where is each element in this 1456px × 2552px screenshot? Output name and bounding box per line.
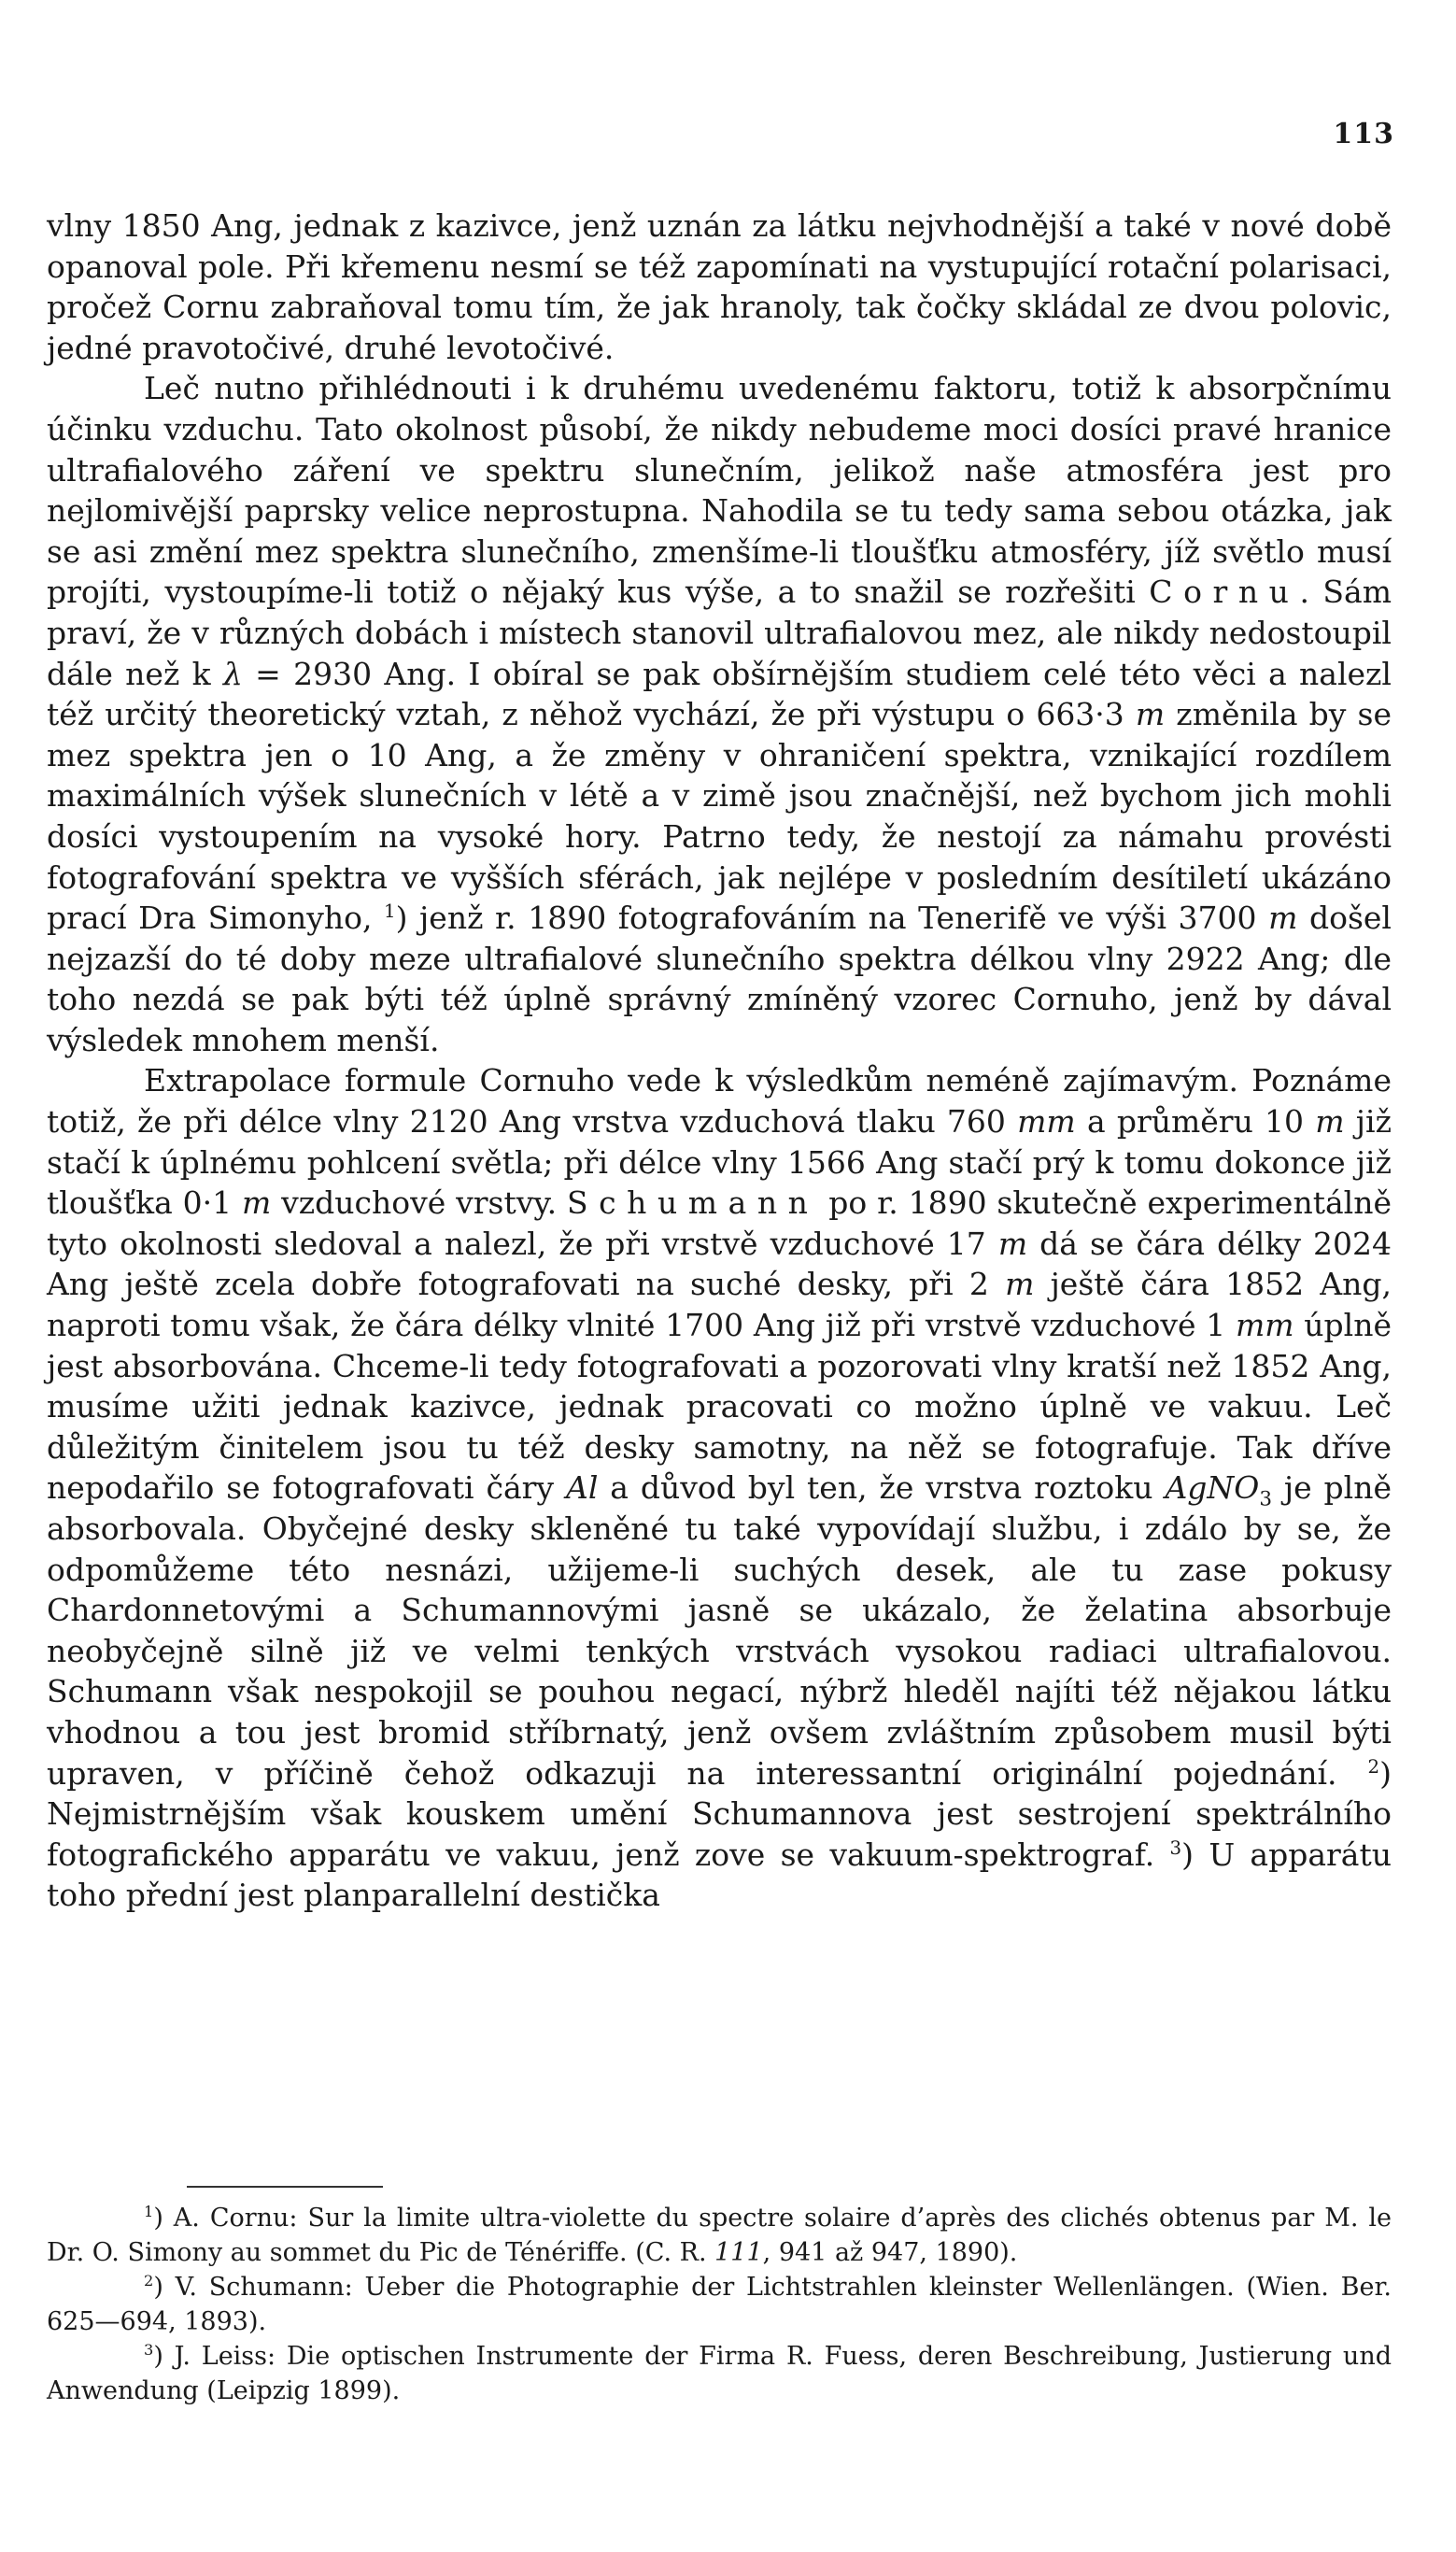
footnote-separator bbox=[187, 2186, 383, 2188]
text-sup: 1 bbox=[144, 2203, 154, 2220]
paragraph bbox=[47, 368, 1392, 1060]
text-run: ) J. Leiss: Die optischen Instrumente der Firma R. Fuess, deren Beschreibung, Justierung und Anwendung (Leipzig 1899). bbox=[47, 2342, 1392, 2405]
footnotes bbox=[47, 2201, 1392, 2408]
text-run: již stačí k úplnému pohlcení světla; při délce vlny 1566 Ang stačí prý k tomu dokonce již tloušťka 0·1 bbox=[47, 1103, 1392, 1222]
page-number: 113 bbox=[1333, 118, 1394, 150]
text-run: vzduchové vrstvy. bbox=[271, 1184, 567, 1222]
paragraph bbox=[47, 206, 1392, 368]
text-sup: 3 bbox=[1169, 1836, 1182, 1859]
text-run: , 941 až 947, 1890). bbox=[762, 2238, 1018, 2267]
body-text bbox=[47, 206, 1392, 1916]
footnote bbox=[47, 2201, 1392, 2270]
footnote bbox=[47, 2270, 1392, 2339]
text-it: AgNO bbox=[1165, 1469, 1260, 1507]
text-run: ) V. Schumann: Ueber die Photographie der Lichtstrahlen kleinster Wellenlängen. (Wien. Ber. 625—694, 1893). bbox=[47, 2273, 1392, 2336]
text-run: změnila by se mez spektra jen o 10 Ang, a že změny v ohraničení spektra, vznikající rozdílem maximálních výšek slunečních v létě a v zimě jsou značnější, než bychom jich mohli dosíci vystoupením na vysoké hory. Patrno tedy, že nestojí za námahu provésti fotografování spektra ve vyšších sférách, jak nejlépe v posledním desítiletí ukázáno prací Dra Simonyho, bbox=[47, 696, 1392, 937]
text-run: a důvod byl ten, že vrstva roztoku bbox=[598, 1469, 1166, 1507]
text-run: úplně jest absorbována. Chceme-li tedy fotografovati a pozorovati vlny kratší než 1852 Ang, musíme užiti jednak kazivce, jednak pracovati co možno úplně ve vakuu. Leč důležitým činitelem jsou tu též desky samotny, na něž se fotografuje. Tak dříve nepodařilo se fotografovati čáry bbox=[47, 1307, 1392, 1507]
text-run: a průměru 10 bbox=[1075, 1103, 1316, 1141]
text-sup: 2 bbox=[1367, 1755, 1380, 1778]
text-run: vlny 1850 Ang, jednak z kazivce, jenž uznán za látku nejvhodnější a také v nové době opanoval pole. Při křemenu nesmí se též zapomínati na vystupující rotační polarisaci, pročež Cornu zabraňoval tomu tím, že jak hranoly, tak čočky skládal ze dvou polovic, jedné pravotočivé, druhé levotočivé. bbox=[47, 207, 1392, 366]
text-it: m bbox=[1315, 1103, 1345, 1141]
text-it: mm bbox=[1017, 1103, 1076, 1141]
text-run: . Sám praví, že v různých dobách i místech stanovil ultrafialovou mez, ale nikdy nedostoupil dále než k bbox=[47, 574, 1392, 692]
text-run: dá se čára délky 2024 Ang ještě zcela dobře fotografovati na suché desky, při 2 bbox=[47, 1225, 1392, 1303]
text-run: ) Nejmistrnějším však kouskem umění Schumannova jest sestrojení spektrálního fotografického apparátu ve vakuu, jenž zove se vakuum-spektrograf. bbox=[47, 1754, 1392, 1873]
text-run: ) U apparátu toho přední jest planparallelní destička bbox=[47, 1836, 1392, 1914]
text-it: m bbox=[241, 1184, 272, 1222]
text-run: Leč nutno přihlédnouti i k druhému uvedenému faktoru, totiž k absorpčnímu účinku vzduchu. Tato okolnost působí, že nikdy nebudeme moci dosíci pravé hranice ultrafialového záření ve spektru slunečním, jelikož naše atmosféra jest pro nejlomivější paprsky velice neprostupna. Nahodila se tu tedy sama sebou otázka, jak se asi změní mez spektra slunečního, zmenšíme-li tloušťku atmosféry, jíž světlo musí projíti, vystoupíme-li totiž o nějaký kus výše, a to snažil se rozřešiti bbox=[47, 370, 1392, 611]
text-spaced: Schumann bbox=[566, 1184, 819, 1222]
paragraph bbox=[47, 1060, 1392, 1915]
text-run: je plně absorbovala. Obyčejné desky skleněné tu také vypovídají službu, i zdálo by se, že odpomůžeme této nesnázi, užijeme-li suchých desek, ale tu zase pokusy Chardonnetovými a Schumannovými jasně se ukázalo, že želatina absorbuje neobyčejně silně již ve velmi tenkých vrstvách vysokou radiaci ultrafialovou. Schumann však nespokojil se pouhou negací, nýbrž hleděl najíti též nějakou látku vhodnou a tou jest bromid stříbrnatý, jenž ovšem zvláštním způsobem musil býti upraven, v příčině čehož odkazuji na interessantní originální pojednání. bbox=[47, 1469, 1392, 1792]
text-run: po r. 1890 skutečně experimentálně tyto okolnosti sledoval a nalezl, že při vrstvě vzduchové 17 bbox=[47, 1184, 1392, 1262]
text-run: ) jenž r. 1890 fotografováním na Tenerifě ve výši 3700 bbox=[395, 900, 1269, 937]
text-it: 111 bbox=[714, 2238, 763, 2267]
text-run: došel nejzazší do té doby meze ultrafialové slunečního spektra délkou vlny 2922 Ang; dle toho nezdá se pak býti též úplně správný zmíněný vzorec Cornuho, jenž by dával výsledek mnohem menší. bbox=[47, 900, 1392, 1058]
text-run: = 2930 Ang. I obíral se pak obšírnějším studiem celé této věci a nalezl též určitý theoretický vztah, z něhož vychází, že při výstupu o 663·3 bbox=[47, 655, 1392, 733]
text-sup: 1 bbox=[384, 900, 396, 923]
text-it: m bbox=[1005, 1266, 1035, 1303]
text-it: λ bbox=[222, 655, 243, 692]
text-it: m bbox=[997, 1225, 1028, 1262]
text-run: ještě čára 1852 Ang, naproti tomu však, že čára délky vlnité 1700 Ang již při vrstvě vzduchové 1 bbox=[47, 1266, 1392, 1344]
text-it: mm bbox=[1235, 1307, 1294, 1344]
text-it: m bbox=[1135, 696, 1166, 733]
text-sup: 2 bbox=[144, 2272, 154, 2290]
footnote bbox=[47, 2339, 1392, 2408]
text-sup: 3 bbox=[144, 2341, 154, 2359]
text-run: ) A. Cornu: Sur la limite ultra-violette du spectre solaire d’après des clichés obtenus par M. le Dr. O. Simony au sommet du Pic de Ténériffe. (C. R. bbox=[47, 2204, 1392, 2267]
text-sub: 3 bbox=[1259, 1488, 1272, 1511]
text-run: Extrapolace formule Cornuho vede k výsledkům neméně zajímavým. Poznáme totiž, že při délce vlny 2120 Ang vrstva vzduchová tlaku 760 bbox=[47, 1062, 1392, 1141]
text-it: m bbox=[1268, 900, 1298, 937]
text-it: Al bbox=[566, 1469, 599, 1507]
text-spaced: Cornu bbox=[1149, 574, 1300, 611]
